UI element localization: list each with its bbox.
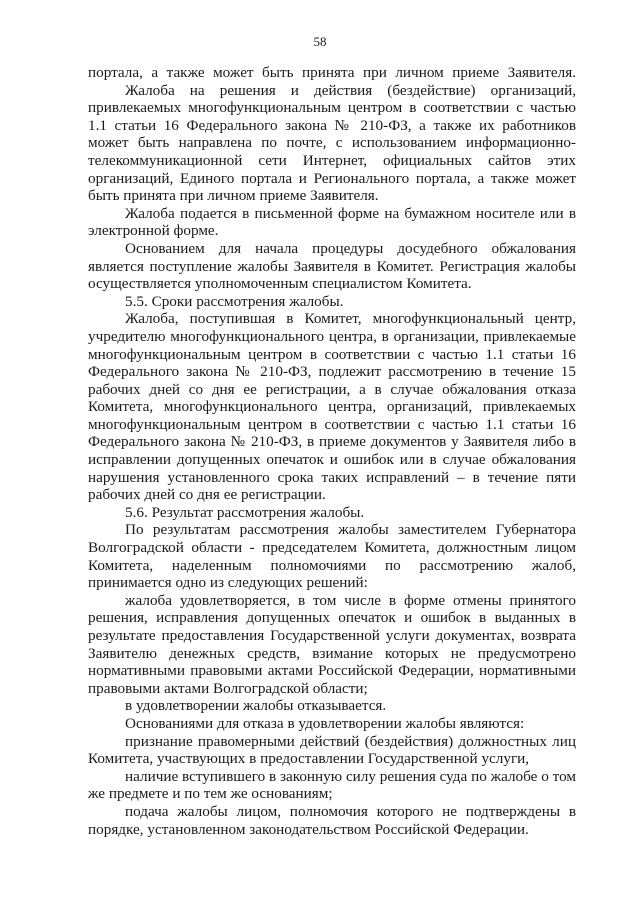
list-item-lawful-actions: признание правомерными действий (бездействия) должностных лиц Комитета, участвующих в предоставлении Государственной услуги,: [88, 732, 576, 768]
paragraph-refusal-grounds: Основаниями для отказа в удовлетворении жалобы являются:: [125, 714, 525, 732]
paragraph-continuation: портала, а также может быть принята при личном приеме Заявителя.: [88, 64, 576, 81]
list-item-unconfirmed-authority: подача жалобы лицом, полномочия которого не подтверждены в порядке, установленном законодательством Российской Федерации.: [88, 802, 576, 838]
page-number: 58: [313, 34, 327, 49]
paragraph-review-terms: Жалоба, поступившая в Комитет, многофункциональный центр, учредителю многофункционального центра, в организации, привлекаемые многофункциональным центром в соответствии с частью 1.1 статьи 16 Федерального закона № 210-ФЗ, подлежит рассмотрению в течение 15 рабочих дней со дня ее регистрации, а в случае обжалования отказа Комитета, многофункционального центра, организаций, привлекаемых многофункциональным центром в соответствии с частью 1.1 статьи 16 Федерального закона № 210-ФЗ, в приеме документов у Заявителя либо в исправлении допущенных опечаток и ошибок или в случае обжалования нарушения установленного срока таких исправлений – в течение пяти рабочих дней со дня ее регистрации.: [88, 310, 576, 504]
section-heading-5-5: 5.5. Сроки рассмотрения жалобы.: [125, 292, 344, 310]
list-item-court-decision: наличие вступившего в законную силу решения суда по жалобе о том же предмете и по тем же основаниям;: [88, 767, 576, 803]
section-heading-5-6: 5.6. Результат рассмотрения жалобы.: [125, 503, 365, 521]
page-body: [88, 64, 576, 838]
paragraph-grounds-start: Основанием для начала процедуры досудебного обжалования является поступление жалобы Заявителя в Комитет. Регистрация жалобы осуществляется уполномоченным специалистом Комитета.: [88, 239, 576, 293]
list-item-complaint-satisfied: жалоба удовлетворяется, в том числе в форме отмены принятого решения, исправления допущенных опечаток и ошибок в выданных в результате предоставления Государственной услуги документах, возврата Заявителю денежных средств, взимание которых не предусмотрено нормативными правовыми актами Российской Федерации, нормативными правовыми актами Волгоградской области;: [88, 591, 576, 697]
list-item-complaint-rejected: в удовлетворении жалобы отказывается.: [125, 697, 387, 715]
paragraph-complaint-form: Жалоба подается в письменной форме на бумажном носителе или в электронной форме.: [88, 204, 576, 240]
paragraph-mfc-complaint: Жалоба на решения и действия (бездействие) организаций, привлекаемых многофункциональным центром в соответствии с частью 1.1 статьи 16 Федерального закона № 210-ФЗ, а также их работников может быть направлена по почте, с использованием информационно-телекоммуникационной сети Интернет, официальных сайтов этих организаций, Единого портала и Регионального портала, а также может быть принята при личном приеме Заявителя.: [88, 81, 576, 205]
paragraph-decision-intro: По результатам рассмотрения жалобы заместителем Губернатора Волгоградской области - председателем Комитета, должностным лицом Комитета, наделенным полномочиями по рассмотрению жалоб, принимается одно из следующих решений:: [88, 521, 576, 592]
